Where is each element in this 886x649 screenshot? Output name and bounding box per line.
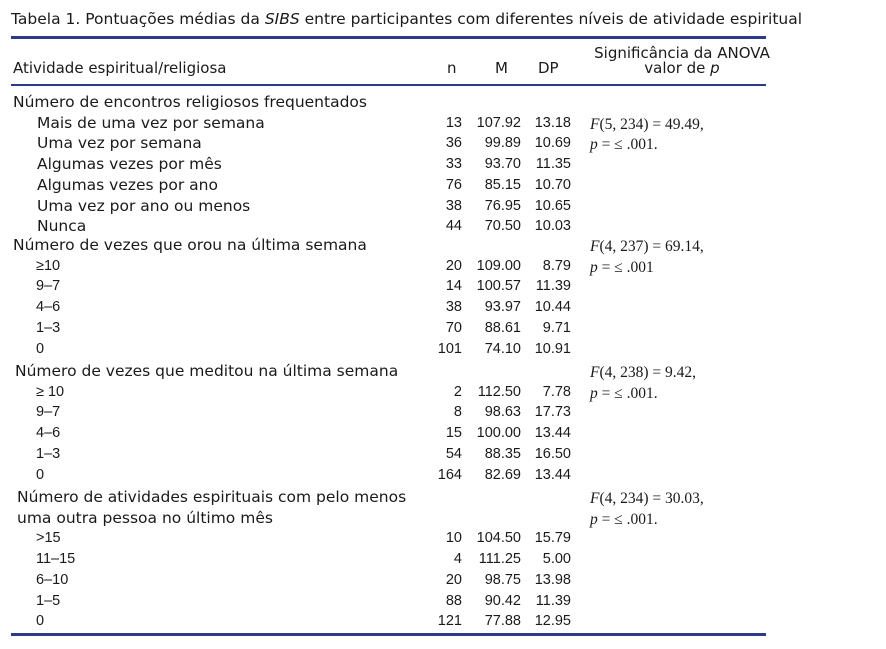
cell-m: 104.50 [476, 530, 521, 547]
cell-n: 88 [445, 592, 462, 609]
cell-m: 100.00 [476, 425, 521, 442]
cell-m: 82.69 [484, 466, 521, 483]
cell-n: 13 [445, 114, 462, 131]
row-label: Uma vez por semana [37, 134, 202, 153]
row-label: Nunca [37, 217, 87, 236]
row-label: 0 [36, 613, 45, 630]
stat-value: = ≤ .001. [597, 136, 658, 154]
header-col-m: M [495, 59, 508, 77]
cell-m: 98.63 [484, 404, 521, 421]
cell-dp: 11.39 [535, 278, 571, 295]
cell-dp: 11.35 [535, 156, 571, 173]
stat-value: = ≤ .001. [597, 510, 658, 528]
stat-symbol: p [590, 510, 598, 528]
section-title: Número de vezes que meditou na última semana [15, 362, 399, 380]
cell-dp: 5.00 [542, 551, 571, 568]
row-label: 4–6 [36, 299, 61, 316]
stat-symbol: p [590, 258, 598, 276]
cell-dp: 10.03 [534, 218, 571, 235]
cell-n: 10 [445, 530, 462, 547]
cell-dp: 7.78 [542, 383, 571, 400]
cell-m: 107.92 [476, 114, 521, 131]
cell-m: 109.00 [476, 257, 521, 274]
row-label: Algumas vezes por ano [37, 175, 218, 194]
cell-n: 38 [445, 197, 462, 214]
cell-n: 101 [437, 340, 462, 357]
cell-n: 36 [445, 135, 462, 152]
header-col-activity: Atividade espiritual/religiosa [13, 59, 227, 77]
stat-value: (5, 234) = 49.49, [599, 115, 704, 133]
row-label: ≥10 [36, 257, 61, 274]
stat-value: (4, 238) = 9.42, [599, 364, 697, 381]
anova-stat [590, 490, 704, 508]
cell-dp: 10.91 [534, 340, 571, 357]
anova-stat [590, 364, 696, 382]
caption-italic: SIBS [264, 10, 300, 28]
cell-n: 164 [437, 466, 462, 483]
cell-dp: 10.44 [534, 299, 571, 316]
cell-n: 44 [445, 218, 462, 235]
cell-m: 100.57 [476, 278, 521, 295]
stat-symbol: p [590, 136, 598, 154]
header-sig-line2 [584, 61, 780, 76]
anova-stat [590, 116, 704, 134]
stat-symbol: p [590, 384, 598, 402]
cell-n: 33 [445, 156, 462, 173]
row-label: ≥ 10 [36, 383, 65, 400]
header-col-significance [584, 46, 780, 76]
cell-dp: 13.44 [534, 466, 571, 483]
stat-value: (4, 234) = 30.03, [599, 490, 704, 507]
cell-dp: 13.44 [534, 425, 571, 442]
row-label: 0 [36, 466, 45, 483]
cell-n: 70 [445, 319, 462, 336]
cell-dp: 10.70 [534, 176, 571, 193]
row-label: 9–7 [36, 278, 61, 295]
row-label: >15 [36, 530, 61, 547]
stat-symbol: F [590, 490, 600, 507]
cell-dp: 8.79 [542, 257, 571, 274]
cell-dp: 12.95 [534, 613, 571, 630]
cell-dp: 10.65 [534, 197, 571, 214]
row-label: 1–3 [36, 445, 61, 462]
top-rule [11, 36, 766, 39]
stat-symbol: F [590, 115, 600, 133]
anova-stat [590, 136, 658, 154]
section-title: Número de vezes que orou na última semana [13, 236, 367, 254]
row-label: Uma vez por ano ou menos [37, 196, 251, 215]
cell-m: 98.75 [484, 571, 521, 588]
section-title: Número de atividades espirituais com pelo menos [17, 488, 407, 506]
cell-dp: 16.50 [534, 445, 571, 462]
row-label: 1–3 [36, 319, 61, 336]
header-sig-line2-text: valor de [644, 59, 711, 77]
row-label: 1–5 [36, 592, 61, 609]
row-label: 0 [36, 340, 45, 357]
cell-m: 74.10 [484, 340, 521, 357]
row-label: 4–6 [36, 425, 61, 442]
caption-prefix: Tabela 1. Pontuações médias da [11, 10, 265, 28]
cell-m: 99.89 [484, 135, 521, 152]
cell-n: 2 [453, 383, 462, 400]
stat-value: = ≤ .001 [597, 258, 654, 276]
header-col-n: n [447, 59, 457, 77]
section-title: uma outra pessoa no último mês [17, 508, 273, 527]
cell-m: 112.50 [477, 383, 521, 400]
header-col-dp: DP [538, 59, 559, 77]
cell-m: 93.97 [484, 299, 521, 316]
cell-n: 8 [453, 404, 462, 421]
cell-n: 76 [445, 176, 462, 193]
bottom-rule [11, 633, 766, 636]
cell-m: 77.88 [484, 613, 521, 630]
cell-m: 70.50 [484, 218, 521, 235]
cell-n: 20 [445, 571, 462, 588]
cell-n: 121 [437, 613, 462, 630]
header-sig-line1: Significância da ANOVA [594, 44, 770, 62]
cell-n: 14 [445, 278, 462, 295]
stat-value: (4, 237) = 69.14, [599, 238, 704, 255]
cell-dp: 10.69 [534, 135, 571, 152]
table-caption [11, 10, 802, 28]
cell-n: 54 [445, 445, 462, 462]
header-sig-line2-italic: p [710, 59, 720, 77]
cell-dp: 15.79 [534, 530, 571, 547]
cell-m: 93.70 [484, 156, 521, 173]
anova-stat [590, 238, 704, 256]
cell-dp: 9.71 [542, 319, 571, 336]
anova-stat [590, 511, 658, 529]
cell-dp: 11.39 [535, 592, 571, 609]
cell-n: 20 [445, 257, 462, 274]
header-rule [11, 84, 766, 86]
row-label: 6–10 [36, 571, 69, 588]
stat-value: = ≤ .001. [597, 384, 658, 402]
cell-dp: 13.98 [534, 571, 571, 588]
cell-m: 90.42 [484, 592, 521, 609]
cell-dp: 17.73 [534, 404, 571, 421]
row-label: 11–15 [36, 551, 76, 568]
cell-m: 88.61 [484, 319, 521, 336]
cell-n: 4 [453, 551, 462, 568]
cell-n: 38 [445, 299, 462, 316]
cell-m: 85.15 [484, 176, 521, 193]
cell-m: 111.25 [478, 551, 521, 568]
anova-stat [590, 385, 658, 403]
row-label: 9–7 [36, 404, 61, 421]
stat-symbol: F [590, 364, 600, 381]
row-label: Algumas vezes por mês [37, 155, 222, 174]
stat-symbol: F [590, 238, 600, 255]
cell-m: 88.35 [484, 445, 521, 462]
row-label: Mais de uma vez por semana [37, 113, 265, 132]
cell-dp: 13.18 [534, 114, 571, 131]
cell-n: 15 [445, 425, 462, 442]
section-title: Número de encontros religiosos frequentados [13, 93, 367, 111]
anova-stat [590, 259, 654, 277]
caption-suffix: entre participantes com diferentes níveis de atividade espiritual [299, 10, 803, 28]
cell-m: 76.95 [484, 197, 521, 214]
